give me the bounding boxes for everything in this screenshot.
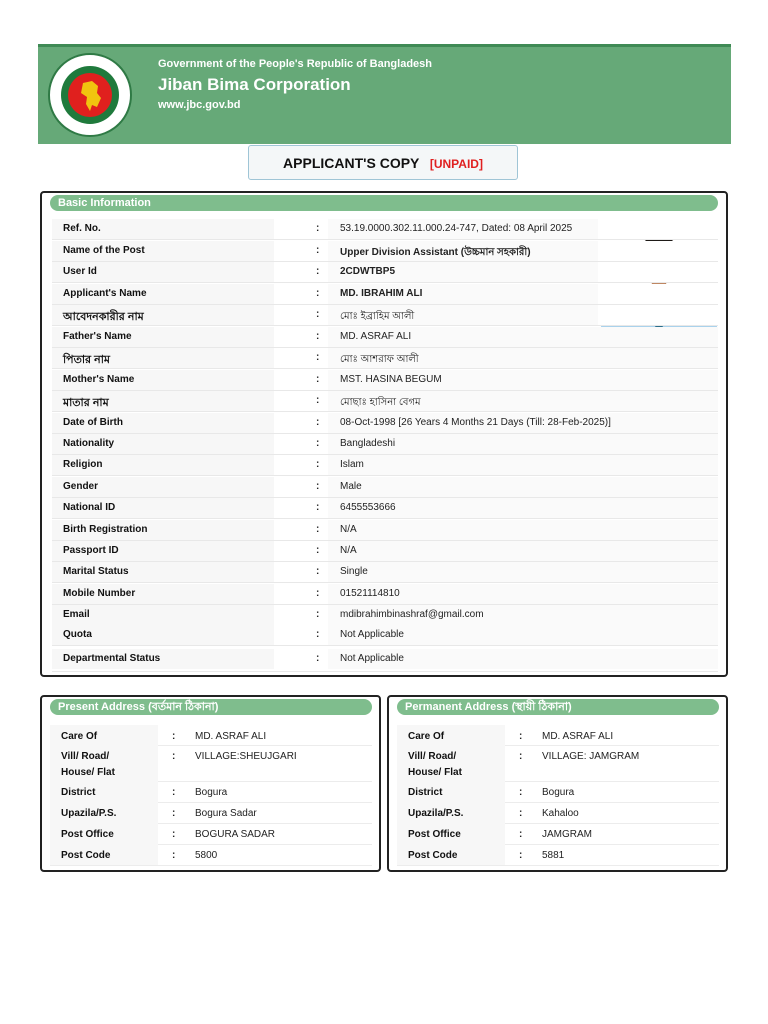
field-value: JAMGRAM	[542, 829, 592, 840]
field-value: MD. ASRAF ALI	[542, 731, 614, 742]
field-separator: :	[519, 787, 523, 798]
field-separator: :	[316, 566, 320, 577]
field-value: Single	[340, 566, 368, 577]
field-separator: :	[316, 309, 320, 320]
field-value: মোছাঃ হাসিনা বেগম	[340, 397, 421, 408]
field-separator: :	[316, 417, 320, 428]
field-label: Mother's Name	[63, 374, 135, 385]
government-seal-icon	[48, 53, 132, 137]
field-label: Post Code	[408, 850, 458, 861]
field-label: Nationality	[63, 438, 115, 449]
info-row-bn-8	[52, 391, 718, 412]
permanent-row-district	[397, 781, 719, 803]
permanent-row-upazila-p-s	[397, 802, 719, 824]
field-value: MD. ASRAF ALI	[340, 331, 412, 342]
website-link[interactable]: www.jbc.gov.bd	[158, 99, 241, 111]
field-label: Marital Status	[63, 566, 129, 577]
info-row-date-of-birth	[52, 413, 718, 434]
field-separator: :	[316, 545, 320, 556]
field-value: Male	[340, 481, 362, 492]
value-cell-bg	[328, 541, 718, 561]
field-separator: :	[316, 481, 320, 492]
present-row-upazila-p-s	[50, 802, 372, 824]
field-value: 5800	[195, 850, 218, 861]
field-label: Mobile Number	[63, 588, 136, 599]
field-value: 5881	[542, 850, 565, 861]
info-row-passport-id	[52, 541, 718, 562]
field-label: Post Office	[408, 829, 461, 840]
value-cell-bg	[328, 455, 718, 475]
info-row-nationality	[52, 434, 718, 455]
value-cell-bg	[328, 520, 718, 540]
field-value: mdibrahimbinashraf@gmail.com	[340, 609, 484, 620]
field-separator: :	[316, 288, 320, 299]
field-value: 01521114810	[340, 588, 400, 599]
field-separator: :	[316, 609, 320, 620]
field-label: Care Of	[408, 731, 445, 742]
field-separator: :	[172, 751, 176, 762]
field-separator: :	[316, 524, 320, 535]
field-label: Post Code	[61, 850, 111, 861]
info-row-mother-s-name	[52, 370, 718, 391]
organization-name: Jiban Bima Corporation	[158, 75, 351, 94]
field-label: Email	[63, 609, 90, 620]
field-value: Bogura Sadar	[195, 808, 257, 819]
permanent-address-panel	[387, 695, 728, 872]
field-value: 08-Oct-1998 [26 Years 4 Months 21 Days (Till: 28-Feb-2025)]	[340, 417, 611, 428]
field-value: N/A	[340, 545, 357, 556]
field-value: Bogura	[542, 787, 575, 798]
field-label: Care Of	[61, 731, 98, 742]
field-separator: :	[172, 808, 176, 819]
field-separator: :	[519, 850, 523, 861]
government-name: Government of the People's Republic of Bangladesh	[158, 58, 432, 70]
field-label: District	[61, 787, 96, 798]
present-row-post-office	[50, 823, 372, 845]
page-header	[38, 44, 731, 144]
field-label: Father's Name	[63, 331, 132, 342]
info-row-bn-6	[52, 348, 718, 369]
field-label: Passport ID	[63, 545, 119, 556]
info-row-father-s-name	[52, 327, 718, 348]
field-label: User Id	[63, 266, 97, 277]
field-label: মাতার নাম	[63, 397, 109, 409]
present-row-vill-road-house-flat	[50, 745, 372, 782]
field-label: Vill/ Road/ House/ Flat	[408, 751, 462, 778]
field-value: Bogura	[195, 787, 228, 798]
value-cell-bg	[328, 477, 718, 497]
field-value: Kahaloo	[542, 808, 579, 819]
field-value: MST. HASINA BEGUM	[340, 374, 442, 385]
basic-information-panel	[40, 191, 728, 677]
field-value: BOGURA SADAR	[195, 829, 276, 840]
field-label: Date of Birth	[63, 417, 123, 428]
field-separator: :	[519, 808, 523, 819]
info-row-marital-status	[52, 562, 718, 583]
info-row-user-id	[52, 262, 718, 283]
info-row-applicant-s-name	[52, 284, 718, 305]
field-value: VILLAGE: JAMGRAM	[542, 751, 640, 762]
field-separator: :	[316, 352, 320, 363]
info-row-bn-4	[52, 305, 718, 326]
field-separator: :	[316, 331, 320, 342]
field-label: Upazila/P.S.	[408, 808, 464, 819]
field-label: District	[408, 787, 443, 798]
present-address-panel	[40, 695, 381, 872]
field-separator: :	[172, 731, 176, 742]
field-value: MD. IBRAHIM ALI	[340, 288, 423, 299]
field-label: Name of the Post	[63, 245, 145, 256]
field-value: Upper Division Assistant (উচ্চমান সহকারী)	[340, 247, 531, 258]
field-separator: :	[316, 395, 320, 406]
field-separator: :	[172, 829, 176, 840]
info-row-email	[52, 605, 718, 626]
info-row-name-of-the-post	[52, 241, 718, 262]
info-row-birth-registration	[52, 520, 718, 541]
field-label: Vill/ Road/ House/ Flat	[61, 751, 115, 778]
present-row-district	[50, 781, 372, 803]
field-value: Not Applicable	[340, 653, 404, 664]
field-label: Ref. No.	[63, 223, 101, 234]
field-label: Upazila/P.S.	[61, 808, 117, 819]
field-value: 2CDWTBP5	[340, 266, 396, 277]
field-label: Religion	[63, 459, 103, 470]
field-value: মোঃ আশরাফ আলী	[340, 354, 419, 365]
field-separator: :	[316, 502, 320, 513]
field-value: MD. ASRAF ALI	[195, 731, 267, 742]
permanent-row-care-of	[397, 725, 719, 746]
field-separator: :	[519, 829, 523, 840]
field-separator: :	[316, 245, 320, 256]
value-cell-bg	[328, 562, 718, 582]
field-separator: :	[316, 629, 320, 640]
permanent-row-post-code	[397, 844, 719, 866]
field-value: Bangladeshi	[340, 438, 396, 449]
field-separator: :	[316, 266, 320, 277]
info-row-mobile-number	[52, 584, 718, 605]
permanent-address-heading: Permanent Address (স্থায়ী ঠিকানা)	[397, 699, 719, 715]
field-label: National ID	[63, 502, 116, 513]
field-separator: :	[316, 653, 320, 664]
field-value: মোঃ ইব্রাহিম আলী	[340, 311, 415, 322]
field-value: 6455553666	[340, 502, 396, 513]
field-separator: :	[172, 787, 176, 798]
field-label: Departmental Status	[63, 653, 161, 664]
field-value: VILLAGE:SHEUJGARI	[195, 751, 297, 762]
field-label: Gender	[63, 481, 99, 492]
field-label: Post Office	[61, 829, 114, 840]
field-label: Quota	[63, 629, 92, 640]
present-row-post-code	[50, 844, 372, 866]
permanent-row-vill-road-house-flat	[397, 745, 719, 782]
field-separator: :	[519, 751, 523, 762]
present-address-heading: Present Address (বর্তমান ঠিকানা)	[50, 699, 372, 715]
field-value: 53.19.0000.302.11.000.24-747, Dated: 08 April 2025	[340, 223, 573, 234]
present-row-care-of	[50, 725, 372, 746]
permanent-row-post-office	[397, 823, 719, 845]
field-separator: :	[519, 731, 523, 742]
field-label: Applicant's Name	[63, 288, 147, 299]
payment-status-badge: [UNPAID]	[429, 157, 483, 171]
field-label: পিতার নাম	[63, 354, 111, 366]
field-value: Islam	[340, 459, 364, 470]
info-row-gender	[52, 477, 718, 498]
info-row-religion	[52, 455, 718, 476]
field-separator: :	[316, 438, 320, 449]
field-separator: :	[172, 850, 176, 861]
basic-information-heading: Basic Information	[50, 195, 718, 211]
field-separator: :	[316, 374, 320, 385]
info-row-quota	[52, 625, 718, 646]
field-value: Not Applicable	[340, 629, 404, 640]
copy-title: APPLICANT'S COPY	[283, 155, 420, 171]
field-value: N/A	[340, 524, 357, 535]
field-separator: :	[316, 588, 320, 599]
field-label: আবেদনকারীর নাম	[63, 311, 144, 323]
info-row-ref-no	[52, 219, 718, 240]
info-row-departmental-status	[52, 649, 718, 672]
field-separator: :	[316, 223, 320, 234]
info-row-national-id	[52, 498, 718, 519]
field-label: Birth Registration	[63, 524, 148, 535]
copy-title-box	[248, 145, 518, 180]
field-separator: :	[316, 459, 320, 470]
